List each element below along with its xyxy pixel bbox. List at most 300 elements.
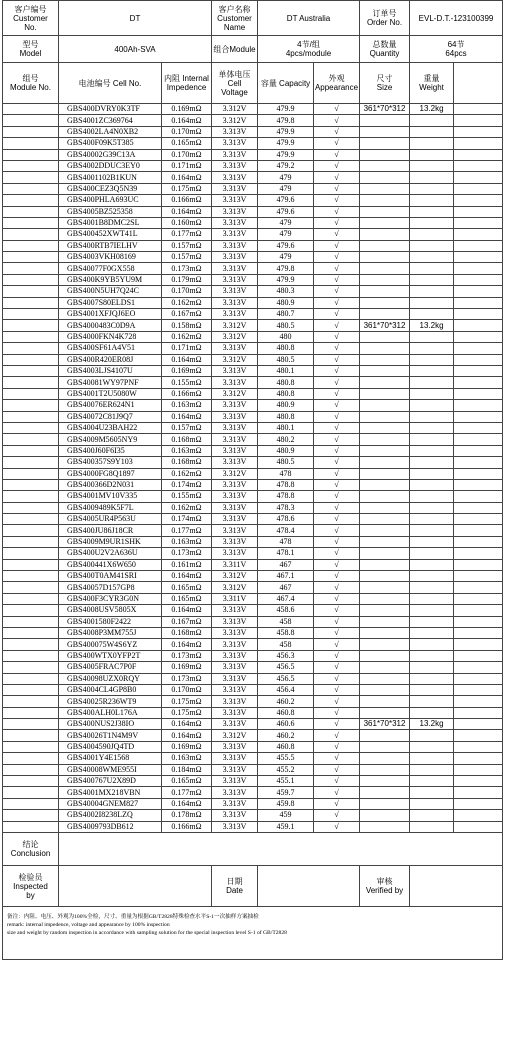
row-appearance: √ xyxy=(314,331,360,342)
row-weight xyxy=(410,400,454,411)
row-extra xyxy=(454,343,503,354)
row-module-no-cell xyxy=(3,457,59,468)
row-extra xyxy=(454,104,503,115)
row-appearance: √ xyxy=(314,776,360,787)
row-capacity: 479.2 xyxy=(258,160,314,171)
row-impedance: 0.184mΩ xyxy=(162,764,212,775)
order-no-label: 订单号 Order No. xyxy=(360,1,410,36)
row-appearance: √ xyxy=(314,411,360,422)
row-capacity: 478.4 xyxy=(258,525,314,536)
note-cn: 备注：内阻、电压、外观为100%全检，尺寸、重量为根据GB/T2828特殊检查水平S-1一次抽样方案抽检 xyxy=(7,914,259,920)
row-module-no-cell xyxy=(3,183,59,194)
row-appearance: √ xyxy=(314,434,360,445)
row-impedance: 0.168mΩ xyxy=(162,434,212,445)
row-extra xyxy=(454,263,503,274)
row-appearance: √ xyxy=(314,365,360,376)
row-cell-no: GBS40077F0GX558 xyxy=(59,263,162,274)
table-row xyxy=(3,787,503,798)
row-voltage: 3.313V xyxy=(212,309,258,320)
row-voltage: 3.313V xyxy=(212,605,258,616)
table-row xyxy=(3,707,503,718)
row-cell-no: GBS40002G39C13A xyxy=(59,149,162,160)
table-row xyxy=(3,536,503,547)
row-cell-no: GBS400ALH0L176A xyxy=(59,707,162,718)
row-voltage: 3.313V xyxy=(212,525,258,536)
row-impedance: 0.164mΩ xyxy=(162,719,212,730)
row-weight xyxy=(410,183,454,194)
row-size xyxy=(360,343,410,354)
row-module-no-cell xyxy=(3,776,59,787)
row-weight xyxy=(410,309,454,320)
row-cell-no: GBS40081WY97PNF xyxy=(59,377,162,388)
row-capacity: 478.8 xyxy=(258,491,314,502)
row-voltage: 3.313V xyxy=(212,662,258,673)
row-capacity: 480 xyxy=(258,331,314,342)
row-appearance: √ xyxy=(314,616,360,627)
row-extra xyxy=(454,411,503,422)
row-module-no-cell xyxy=(3,719,59,730)
row-module-no-cell xyxy=(3,696,59,707)
row-size xyxy=(360,457,410,468)
row-capacity: 479.9 xyxy=(258,138,314,149)
row-capacity: 460.2 xyxy=(258,730,314,741)
row-weight xyxy=(410,684,454,695)
table-row xyxy=(3,297,503,308)
row-size xyxy=(360,821,410,832)
row-size xyxy=(360,559,410,570)
header-row-2 xyxy=(3,36,503,63)
row-impedance: 0.174mΩ xyxy=(162,479,212,490)
row-extra xyxy=(454,445,503,456)
inspector-value xyxy=(59,866,212,907)
row-module-no-cell xyxy=(3,764,59,775)
row-extra xyxy=(454,605,503,616)
row-size xyxy=(360,377,410,388)
row-size xyxy=(360,149,410,160)
row-capacity: 480.9 xyxy=(258,400,314,411)
row-voltage: 3.313V xyxy=(212,810,258,821)
row-weight: 13.2kg xyxy=(410,719,454,730)
row-capacity: 458 xyxy=(258,616,314,627)
row-appearance: √ xyxy=(314,559,360,570)
row-size: 361*70*312 xyxy=(360,320,410,331)
row-capacity: 479.6 xyxy=(258,240,314,251)
row-weight xyxy=(410,331,454,342)
row-voltage: 3.313V xyxy=(212,365,258,376)
row-appearance: √ xyxy=(314,104,360,115)
table-row xyxy=(3,559,503,570)
row-cell-no: GBS4001102B1KUN xyxy=(59,172,162,183)
row-cell-no: GBS4004U23BAH22 xyxy=(59,422,162,433)
row-weight xyxy=(410,627,454,638)
row-extra xyxy=(454,787,503,798)
row-appearance: √ xyxy=(314,126,360,137)
row-impedance: 0.175mΩ xyxy=(162,707,212,718)
row-size xyxy=(360,810,410,821)
verify-label: 审核 Verified by xyxy=(360,866,410,907)
row-extra xyxy=(454,434,503,445)
inspector-label: 检验员 Inspected by xyxy=(3,866,59,907)
row-capacity: 478.1 xyxy=(258,548,314,559)
row-size xyxy=(360,627,410,638)
row-voltage: 3.313V xyxy=(212,229,258,240)
table-row xyxy=(3,263,503,274)
note-en-2: size and weight by random inspection in accordance with sampling solution for the special inspection level S-1 of GB/T2828 xyxy=(7,930,287,936)
row-weight xyxy=(410,798,454,809)
row-impedance: 0.171mΩ xyxy=(162,343,212,354)
row-cell-no: GBS4001T2U5080W xyxy=(59,388,162,399)
table-row xyxy=(3,457,503,468)
row-size: 361*70*312 xyxy=(360,104,410,115)
table-row xyxy=(3,616,503,627)
row-appearance: √ xyxy=(314,787,360,798)
row-appearance: √ xyxy=(314,525,360,536)
row-voltage: 3.313V xyxy=(212,616,258,627)
row-capacity: 458.6 xyxy=(258,605,314,616)
col-module-no: 组号 Module No. xyxy=(3,63,59,104)
row-weight xyxy=(410,274,454,285)
qty-value: 64节 64pcs xyxy=(410,36,503,63)
row-cell-no: GBS400F3CYR3G0N xyxy=(59,593,162,604)
row-extra xyxy=(454,730,503,741)
row-impedance: 0.165mΩ xyxy=(162,582,212,593)
row-size xyxy=(360,707,410,718)
row-size xyxy=(360,582,410,593)
row-appearance: √ xyxy=(314,753,360,764)
row-weight xyxy=(410,525,454,536)
row-module-no-cell xyxy=(3,514,59,525)
row-impedance: 0.166mΩ xyxy=(162,388,212,399)
row-cell-no: GBS4000FKN4K728 xyxy=(59,331,162,342)
row-module-no-cell xyxy=(3,536,59,547)
row-size xyxy=(360,422,410,433)
row-cell-no: GBS4009489K5F7L xyxy=(59,502,162,513)
row-weight xyxy=(410,662,454,673)
row-extra xyxy=(454,536,503,547)
row-module-no-cell xyxy=(3,240,59,251)
row-cell-no: GBS400PHLA693UC xyxy=(59,195,162,206)
row-impedance: 0.158mΩ xyxy=(162,320,212,331)
row-size xyxy=(360,764,410,775)
row-impedance: 0.164mΩ xyxy=(162,354,212,365)
row-cell-no: GBS4001ZC369764 xyxy=(59,115,162,126)
table-row xyxy=(3,445,503,456)
row-voltage: 3.313V xyxy=(212,445,258,456)
row-appearance: √ xyxy=(314,605,360,616)
row-weight xyxy=(410,115,454,126)
row-weight xyxy=(410,753,454,764)
row-appearance: √ xyxy=(314,274,360,285)
row-module-no-cell xyxy=(3,662,59,673)
row-voltage: 3.313V xyxy=(212,764,258,775)
row-voltage: 3.313V xyxy=(212,195,258,206)
table-row xyxy=(3,776,503,787)
row-module-no-cell xyxy=(3,639,59,650)
row-extra xyxy=(454,684,503,695)
row-extra xyxy=(454,741,503,752)
table-row xyxy=(3,730,503,741)
row-cell-no: GBS400441X6W650 xyxy=(59,559,162,570)
row-size xyxy=(360,491,410,502)
order-no-value: EVL-D.T.-123100399 xyxy=(410,1,503,36)
row-appearance: √ xyxy=(314,286,360,297)
row-impedance: 0.160mΩ xyxy=(162,217,212,228)
row-impedance: 0.164mΩ xyxy=(162,115,212,126)
row-extra xyxy=(454,172,503,183)
row-voltage: 3.313V xyxy=(212,514,258,525)
row-voltage: 3.313V xyxy=(212,696,258,707)
row-voltage: 3.313V xyxy=(212,183,258,194)
row-weight xyxy=(410,582,454,593)
row-weight xyxy=(410,252,454,263)
row-extra xyxy=(454,707,503,718)
table-row xyxy=(3,354,503,365)
row-impedance: 0.167mΩ xyxy=(162,309,212,320)
row-size xyxy=(360,593,410,604)
row-capacity: 467.4 xyxy=(258,593,314,604)
row-voltage: 3.311V xyxy=(212,593,258,604)
row-voltage: 3.312V xyxy=(212,331,258,342)
row-cell-no: GBS400CEZ3Q5N39 xyxy=(59,183,162,194)
table-row xyxy=(3,753,503,764)
table-row xyxy=(3,719,503,730)
row-appearance: √ xyxy=(314,810,360,821)
row-appearance: √ xyxy=(314,673,360,684)
row-voltage: 3.313V xyxy=(212,126,258,137)
row-impedance: 0.164mΩ xyxy=(162,172,212,183)
row-extra xyxy=(454,138,503,149)
row-cell-no: GBS4004CL4GP8B0 xyxy=(59,684,162,695)
row-weight xyxy=(410,776,454,787)
row-voltage: 3.313V xyxy=(212,149,258,160)
row-size xyxy=(360,662,410,673)
row-capacity: 479.9 xyxy=(258,274,314,285)
row-capacity: 479 xyxy=(258,217,314,228)
row-impedance: 0.169mΩ xyxy=(162,365,212,376)
row-module-no-cell xyxy=(3,730,59,741)
row-cell-no: GBS40057D157GP8 xyxy=(59,582,162,593)
col-appearance: 外观 Appearance xyxy=(314,63,360,104)
row-module-no-cell xyxy=(3,491,59,502)
table-row xyxy=(3,764,503,775)
row-weight xyxy=(410,707,454,718)
row-impedance: 0.155mΩ xyxy=(162,377,212,388)
table-row xyxy=(3,104,503,115)
model-value: 400Ah-SVA xyxy=(59,36,212,63)
row-appearance: √ xyxy=(314,696,360,707)
row-module-no-cell xyxy=(3,650,59,661)
date-value xyxy=(258,866,360,907)
row-impedance: 0.163mΩ xyxy=(162,536,212,547)
row-voltage: 3.313V xyxy=(212,673,258,684)
row-appearance: √ xyxy=(314,536,360,547)
row-capacity: 479 xyxy=(258,229,314,240)
note-en-1: remark: internal impedence, voltage and appearance by 100% inspection xyxy=(7,922,170,928)
row-module-no-cell xyxy=(3,445,59,456)
row-extra xyxy=(454,217,503,228)
row-weight xyxy=(410,650,454,661)
row-extra xyxy=(454,798,503,809)
row-extra xyxy=(454,126,503,137)
row-extra xyxy=(454,673,503,684)
table-row xyxy=(3,468,503,479)
row-cell-no: GBS4001MV10V335 xyxy=(59,491,162,502)
row-appearance: √ xyxy=(314,548,360,559)
row-weight xyxy=(410,605,454,616)
row-appearance: √ xyxy=(314,741,360,752)
customer-no-value: DT xyxy=(59,1,212,36)
row-capacity: 480.2 xyxy=(258,434,314,445)
row-impedance: 0.177mΩ xyxy=(162,525,212,536)
row-extra xyxy=(454,457,503,468)
row-capacity: 478.8 xyxy=(258,479,314,490)
row-capacity: 480.5 xyxy=(258,457,314,468)
row-extra xyxy=(454,559,503,570)
table-row xyxy=(3,206,503,217)
row-module-no-cell xyxy=(3,821,59,832)
row-capacity: 467 xyxy=(258,559,314,570)
row-module-no-cell xyxy=(3,195,59,206)
table-row xyxy=(3,548,503,559)
row-capacity: 456.4 xyxy=(258,684,314,695)
row-capacity: 479 xyxy=(258,252,314,263)
table-row xyxy=(3,422,503,433)
row-extra xyxy=(454,479,503,490)
row-size xyxy=(360,514,410,525)
row-cell-no: GBS400SF61A4V51 xyxy=(59,343,162,354)
row-capacity: 456.5 xyxy=(258,662,314,673)
row-capacity: 479.8 xyxy=(258,263,314,274)
table-row xyxy=(3,798,503,809)
row-weight xyxy=(410,548,454,559)
row-capacity: 459.1 xyxy=(258,821,314,832)
row-extra xyxy=(454,548,503,559)
table-row xyxy=(3,605,503,616)
row-module-no-cell xyxy=(3,149,59,160)
row-cell-no: GBS400WTX0YFP2T xyxy=(59,650,162,661)
row-extra xyxy=(454,662,503,673)
row-module-no-cell xyxy=(3,798,59,809)
row-impedance: 0.163mΩ xyxy=(162,753,212,764)
row-extra xyxy=(454,240,503,251)
row-appearance: √ xyxy=(314,388,360,399)
row-capacity: 455.2 xyxy=(258,764,314,775)
row-impedance: 0.164mΩ xyxy=(162,206,212,217)
row-appearance: √ xyxy=(314,445,360,456)
table-row xyxy=(3,388,503,399)
row-capacity: 480.9 xyxy=(258,297,314,308)
col-size: 尺寸 Size xyxy=(360,63,410,104)
table-row xyxy=(3,149,503,160)
row-capacity: 459.8 xyxy=(258,798,314,809)
row-weight xyxy=(410,160,454,171)
row-appearance: √ xyxy=(314,354,360,365)
row-appearance: √ xyxy=(314,502,360,513)
table-row xyxy=(3,240,503,251)
row-cell-no: GBS4008P3MM755J xyxy=(59,627,162,638)
row-capacity: 456.3 xyxy=(258,650,314,661)
table-row xyxy=(3,274,503,285)
row-size xyxy=(360,263,410,274)
row-weight xyxy=(410,377,454,388)
table-row xyxy=(3,252,503,263)
row-extra xyxy=(454,422,503,433)
row-capacity: 458 xyxy=(258,639,314,650)
table-row xyxy=(3,434,503,445)
table-row xyxy=(3,377,503,388)
row-impedance: 0.177mΩ xyxy=(162,229,212,240)
row-impedance: 0.164mΩ xyxy=(162,730,212,741)
row-voltage: 3.312V xyxy=(212,320,258,331)
conclusion-value xyxy=(59,833,503,866)
row-impedance: 0.173mΩ xyxy=(162,650,212,661)
row-weight xyxy=(410,571,454,582)
row-module-no-cell xyxy=(3,252,59,263)
row-cell-no: GBS4009M9UR1SHK xyxy=(59,536,162,547)
row-cell-no: GBS40025R236WT9 xyxy=(59,696,162,707)
table-row xyxy=(3,479,503,490)
row-capacity: 478.6 xyxy=(258,514,314,525)
row-size xyxy=(360,434,410,445)
row-capacity: 479.9 xyxy=(258,104,314,115)
row-voltage: 3.313V xyxy=(212,627,258,638)
row-voltage: 3.312V xyxy=(212,104,258,115)
row-cell-no: GBS400NUS2J38IO xyxy=(59,719,162,730)
column-header-row xyxy=(3,63,503,104)
row-appearance: √ xyxy=(314,457,360,468)
row-appearance: √ xyxy=(314,571,360,582)
row-cell-no: GBS40072C81J9Q7 xyxy=(59,411,162,422)
row-size xyxy=(360,468,410,479)
row-weight: 13.2kg xyxy=(410,320,454,331)
table-row xyxy=(3,593,503,604)
row-cell-no: GBS40008WME955I xyxy=(59,764,162,775)
row-cell-no: GBS4003VKH08169 xyxy=(59,252,162,263)
row-voltage: 3.312V xyxy=(212,388,258,399)
row-impedance: 0.174mΩ xyxy=(162,514,212,525)
verify-value xyxy=(410,866,503,907)
combo-value: 4节/组 4pcs/module xyxy=(258,36,360,63)
row-module-no-cell xyxy=(3,263,59,274)
row-impedance: 0.168mΩ xyxy=(162,627,212,638)
row-capacity: 480.5 xyxy=(258,354,314,365)
row-cell-no: GBS400R420ER08J xyxy=(59,354,162,365)
row-voltage: 3.313V xyxy=(212,377,258,388)
customer-name-label: 客户名称 Customer Name xyxy=(212,1,258,36)
row-cell-no: GBS400366D2N031 xyxy=(59,479,162,490)
row-extra xyxy=(454,616,503,627)
row-weight xyxy=(410,764,454,775)
row-module-no-cell xyxy=(3,525,59,536)
row-capacity: 479.9 xyxy=(258,149,314,160)
row-weight xyxy=(410,388,454,399)
row-size xyxy=(360,274,410,285)
row-size xyxy=(360,217,410,228)
row-size xyxy=(360,650,410,661)
row-impedance: 0.157mΩ xyxy=(162,252,212,263)
row-weight xyxy=(410,422,454,433)
row-size xyxy=(360,331,410,342)
row-weight xyxy=(410,343,454,354)
row-weight xyxy=(410,787,454,798)
row-size xyxy=(360,548,410,559)
row-module-no-cell xyxy=(3,422,59,433)
header-row-1 xyxy=(3,1,503,36)
row-capacity: 479.9 xyxy=(258,126,314,137)
signature-row xyxy=(3,866,503,907)
row-extra xyxy=(454,650,503,661)
row-appearance: √ xyxy=(314,730,360,741)
